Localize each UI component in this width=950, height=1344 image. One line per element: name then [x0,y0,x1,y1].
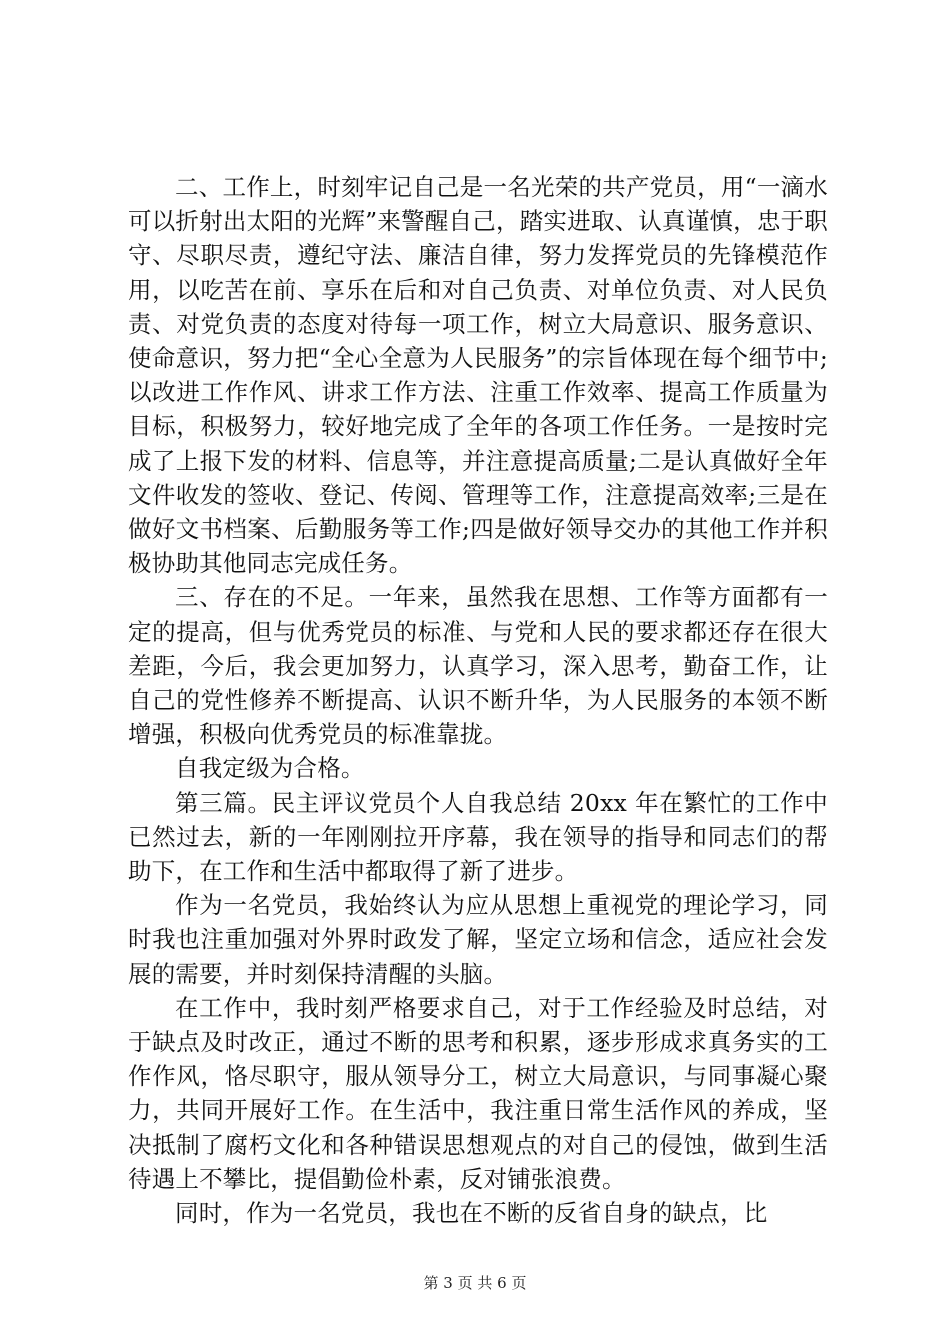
paragraph-shortcomings: 三、存在的不足。一年来，虽然我在思想、工作等方面都有一定的提高，但与优秀党员的标准、与党和人民的要求都还存在很大差距，今后，我会更加努力，认真学习，深入思考，勤奋工作，让自己的党性修养不断提高、认识不断升华，为人民服务的本领不断增强，积极向优秀党员的标准靠拢。 [128,583,828,749]
paragraph-theory-study: 作为一名党员，我始终认为应从思想上重视党的理论学习，同时我也注重加强对外界时政发了解，坚定立场和信念，适应社会发展的需要，并时刻保持清醒的头脑。 [128,891,828,988]
paragraph-self-rating: 自我定级为合格。 [175,754,365,783]
page-number-footer: 第 3 页 共 6 页 [423,1274,527,1292]
paragraph-reflection: 同时，作为一名党员，我也在不断的反省自身的缺点，比 [175,1199,768,1228]
document-body [128,170,828,1230]
paragraph-third-article: 第三篇。民主评议党员个人自我总结 20xx 年在繁忙的工作中已然过去，新的一年刚刚拉开序幕，我在领导的指导和同志们的帮助下，在工作和生活中都取得了新了进步。 [128,788,828,886]
paragraph-work: 二、工作上，时刻牢记自己是一名光荣的共产党员，用“一滴水可以折射出太阳的光辉”来警醒自己，踏实进取、认真谨慎，忠于职守、尽职尽责，遵纪守法、廉洁自律，努力发挥党员的先锋模范作用，以吃苦在前、享乐在后和对自己负责、对单位负责、对人民负责、对党负责的态度对待每一项工作，树立大局意识、服务意识、使命意识，努力把“全心全意为人民服务”的宗旨体现在每个细节中;以改进工作作风、讲求工作方法、注重工作效率、提高工作质量为目标，积极努力，较好地完成了全年的各项工作任务。一是按时完成了上报下发的材料、信息等，并注意提高质量;二是认真做好全年文件收发的签收、登记、传阅、管理等工作，注意提高效率;三是在做好文书档案、后勤服务等工作;四是做好领导交办的其他工作并积极协助其他同志完成任务。 [128,173,828,578]
paragraph-work-life: 在工作中，我时刻严格要求自己，对于工作经验及时总结，对于缺点及时改正，通过不断的思考和积累，逐步形成求真务实的工作作风，恪尽职守，服从领导分工，树立大局意识，与同事凝心聚力，共同开展好工作。在生活中，我注重日常生活作风的养成，坚决抵制了腐朽文化和各种错误思想观点的对自己的侵蚀，做到生活待遇上不攀比，提倡勤俭朴素，反对铺张浪费。 [128,993,828,1193]
